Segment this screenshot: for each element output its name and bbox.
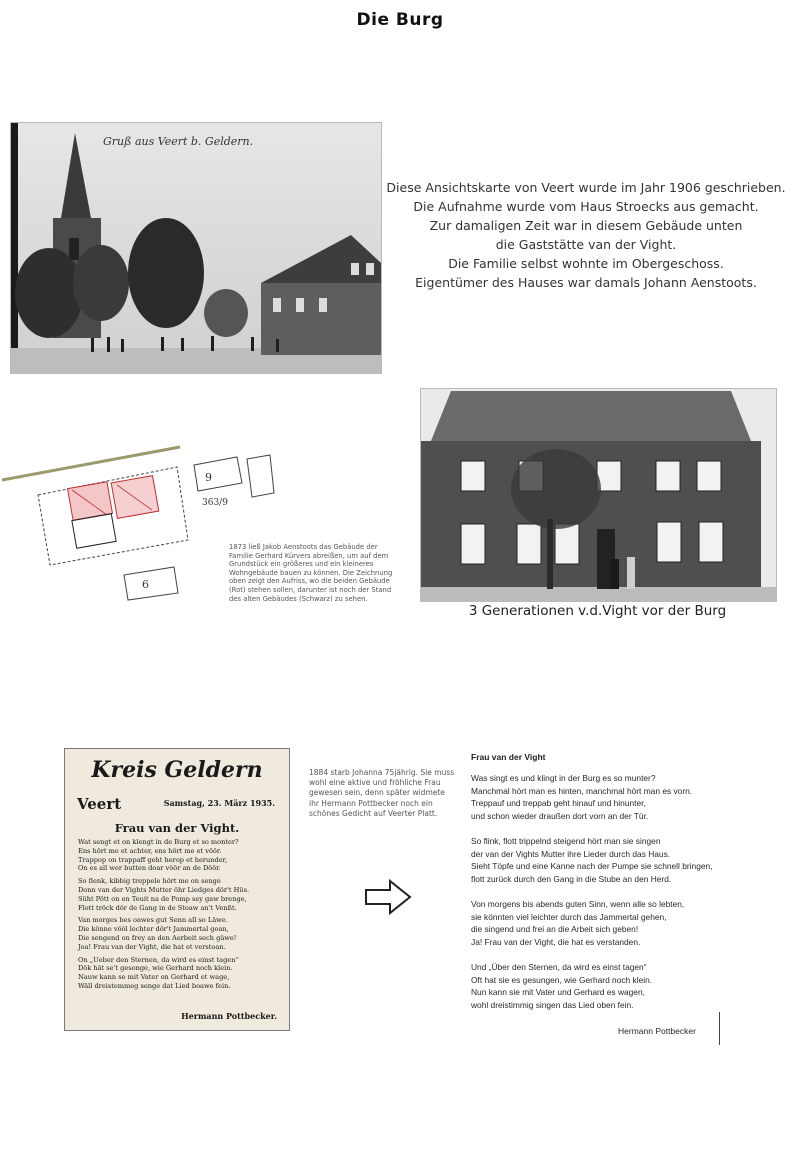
note-text: 1884 starb Johanna 75jährig. Sie muss wohl eine aktive und fröhliche Frau gewesen sein, denn später widmete ihr Hermann Pottbecker noch ein schönes Gedicht auf Veerter Platt. [309,768,455,818]
newspaper-line: On es all wer butten doar vöör an de Döör. [78,864,221,873]
page-title: Die Burg [356,10,444,30]
plan-caption: 1873 ließ Jakob Aenstoots das Gebäude der Familie Gerhard Kürvers abreißen, um auf dem Grundstück ein größeres und ein kleineres Wohngebäude bauen zu können. Die Zeichnung oben zeigt den Aufriss, wo die beiden Gebäude (Rot) stehen sollen, darunter ist noch der Stand des alten Gebäudes (Schwarz) zu sehen. [229,543,393,603]
poem-line: Was singt es und klingt in der Burg es so munter? [471,773,656,783]
poem-line: Treppauf und treppab geht hinauf und hinunter, [471,798,646,809]
newspaper-line: So flenk, kibbig treppele hört me on senge [78,877,221,886]
description-line: Diese Ansichtskarte von Veert wurde im Jahr 1906 geschrieben. [386,180,786,195]
newspaper-poem [78,838,283,995]
newspaper-line: On „Ueber den Sternen, da wird es einst tagen“ [78,955,239,964]
newspaper-place: Veert [77,795,122,813]
poem-stanza [471,898,771,948]
newspaper-line: Nauw kann se mit Vater on Gerhard et wage, [78,973,230,982]
newspaper-author: Hermann Pottbecker. [181,1011,277,1021]
newspaper-line: Joa! Frau van der Vight, die hat et verstoan. [78,942,226,951]
newspaper-line: Wat sengt et on klengt in de Burg et so monter? [78,838,239,846]
poem-line: Nun kann sie mit Vater und Gerhard es wagen, [471,987,645,998]
newspaper-stanza [78,956,283,991]
poem-author: Hermann Pottbecker [618,1026,696,1036]
postcard-photo [10,122,382,374]
newspaper-line: Flott tröck dör de Gang in de Stoaw an't Venßt. [78,903,237,912]
poem-translation [471,772,771,1024]
poem-line: Ja! Frau van der Vight, die hat es verstanden. [471,936,641,947]
poem-line: wohl dreistimmig singen das Lied oben fein. [471,999,634,1010]
poem-line: flott zurück durch den Gang in die Stube an den Herd. [471,873,672,884]
newspaper-line: Wäll dreistemmeg senge dat Lied boawe fein. [78,981,231,990]
newspaper-masthead: Kreis Geldern [91,757,263,783]
newspaper-line: Donn van der Vights Mutter öhr Liedges dör't Hüs. [78,885,250,894]
poem-line: Manchmal hört man es hinten, manchmal hört man es vorn. [471,785,693,796]
plan-label: 363/9 [202,498,228,508]
poem-stanza [471,835,771,885]
postcard-image [11,123,381,373]
newspaper-clipping [64,748,290,1031]
poem-line: Oft hat sie es gesungen, wie Gerhard noch klein. [471,974,653,985]
description-line: Zur damaligen Zeit war in diesem Gebäude unten [429,218,743,233]
description-line: Eigentümer des Hauses war damals Johann Aenstoots. [415,275,757,290]
newspaper-line: Süht Pött on en Teuit na de Pomp sey gaw brenge, [78,894,247,903]
newspaper-line: Dök hät se't gesonge, wie Gerhard noch klein. [78,964,233,973]
plan-label: 6 [142,578,149,591]
newspaper-line: Trappop on trappaff geht herop et herunder, [78,855,228,864]
newspaper-title: Frau van der Vight. [114,821,240,835]
poem-stanza [471,772,771,822]
house-photo [420,388,777,602]
newspaper-line: Die könne vööl lechter dör't Jammertal goan, [78,925,229,934]
house-caption: 3 Generationen v.d.Vight vor der Burg [468,603,727,619]
postcard-description [386,178,786,292]
poem-title: Frau van der Vight [471,752,546,762]
newspaper-line: Ens hört me et achter, ens hört me et vöör. [78,846,222,855]
poem-line: Und „Über den Sternen, da wird es einst tagen“ [471,961,647,972]
poem-line: Sieht Töpfe und eine Kanne nach der Pumpe sie schnell bringen, [471,861,713,872]
divider [719,1012,720,1045]
plan-label: 9 [205,471,212,484]
newspaper-stanza [78,916,283,951]
arrow-right-icon [364,878,412,916]
postcard-inscription: Gruß aus Veert b. Geldern. [103,135,254,148]
poem-line: sie könnten viel leichter durch das Jammertal gehen, [471,911,667,922]
poem-line: So flink, flott trippelnd steigend hört man sie singen [471,835,661,846]
house-image [421,389,776,601]
description-line: Die Familie selbst wohnte im Obergeschoss. [448,256,724,271]
poem-line: der van der Vights Mutter ihre Lieder durch das Haus. [471,848,671,859]
poem-line: die singend und frei an die Arbeit sich geben! [471,924,639,935]
description-line: Die Aufnahme wurde vom Haus Stroecks aus gemacht. [413,199,759,214]
newspaper-line: Die sengend on frey an den Aerbeit sech gäwe! [78,933,237,942]
newspaper-stanza [78,838,283,873]
description-line: die Gaststätte van der Vight. [495,237,677,252]
poem-line: Von morgens bis abends guten Sinn, wenn alle so lebten, [471,898,685,909]
newspaper-stanza [78,877,283,912]
newspaper-line: Van morges bes oawes gut Senn all so Läwe. [78,916,228,925]
poem-line: und schon wieder draußen dort vorn an der Tür. [471,810,649,821]
newspaper-date: Samstag, 23. März 1935. [163,798,275,808]
poem-stanza [471,961,771,1011]
